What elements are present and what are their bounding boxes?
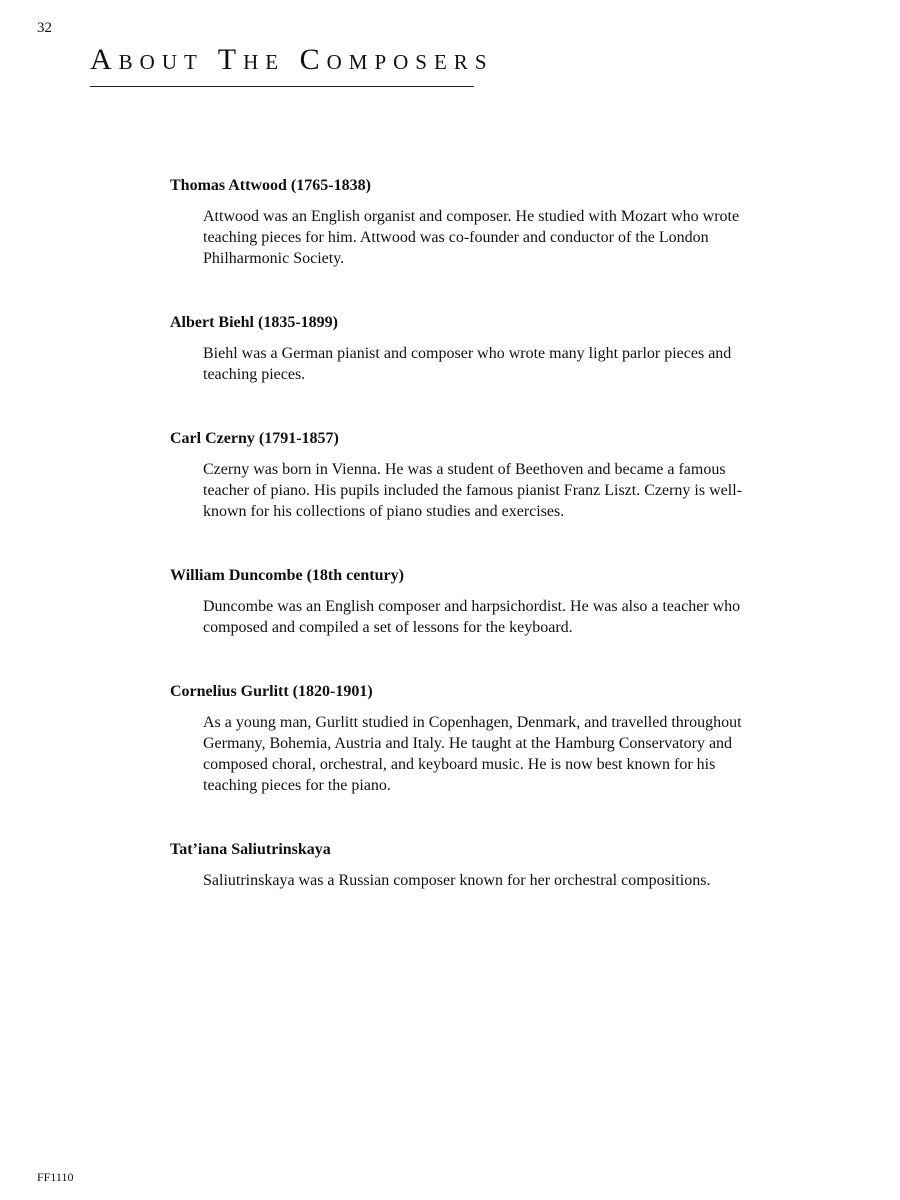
- composer-entry-biehl: [170, 313, 770, 385]
- page-title: About The Composers: [90, 44, 474, 87]
- footer-code: FF1110: [37, 1170, 74, 1184]
- composer-bio: Attwood was an English organist and composer. He studied with Mozart who wrote teaching pieces for him. Attwood was co-founder and conductor of the London Philharmonic Society.: [203, 208, 740, 267]
- composer-bio: Duncombe was an English composer and harpsichordist. He was also a teacher who composed and compiled a set of lessons for the keyboard.: [203, 598, 741, 636]
- composer-name: Cornelius Gurlitt (1820-1901): [170, 683, 373, 700]
- composer-name: William Duncombe (18th century): [170, 567, 404, 584]
- composer-bio: Saliutrinskaya was a Russian composer known for her orchestral compositions.: [203, 872, 711, 889]
- composer-bio: As a young man, Gurlitt studied in Copenhagen, Denmark, and travelled throughout Germany, Bohemia, Austria and Italy. He taught at the Hamburg Conservatory and composed choral, orchestral, and keyboard music. He is now best known for his teaching pieces for the piano.: [203, 714, 742, 794]
- composer-entry-czerny: [170, 429, 770, 522]
- composer-entry-saliutrinskaya: [170, 840, 770, 891]
- composer-entry-gurlitt: [170, 682, 770, 796]
- composer-name: Tat’iana Saliutrinskaya: [170, 841, 331, 858]
- page-number: 32: [37, 20, 52, 36]
- composer-bio: Czerny was born in Vienna. He was a student of Beethoven and became a famous teacher of piano. His pupils included the famous pianist Franz Liszt. Czerny is well-known for his collections of piano studies and exercises.: [203, 461, 742, 520]
- composer-name: Thomas Attwood (1765-1838): [170, 177, 371, 194]
- composer-name: Carl Czerny (1791-1857): [170, 430, 339, 447]
- composer-name: Albert Biehl (1835-1899): [170, 314, 338, 331]
- composer-bio: Biehl was a German pianist and composer who wrote many light parlor pieces and teaching pieces.: [203, 345, 732, 383]
- composer-entry-duncombe: [170, 566, 770, 638]
- composer-list: [170, 176, 770, 935]
- composer-entry-attwood: [170, 176, 770, 269]
